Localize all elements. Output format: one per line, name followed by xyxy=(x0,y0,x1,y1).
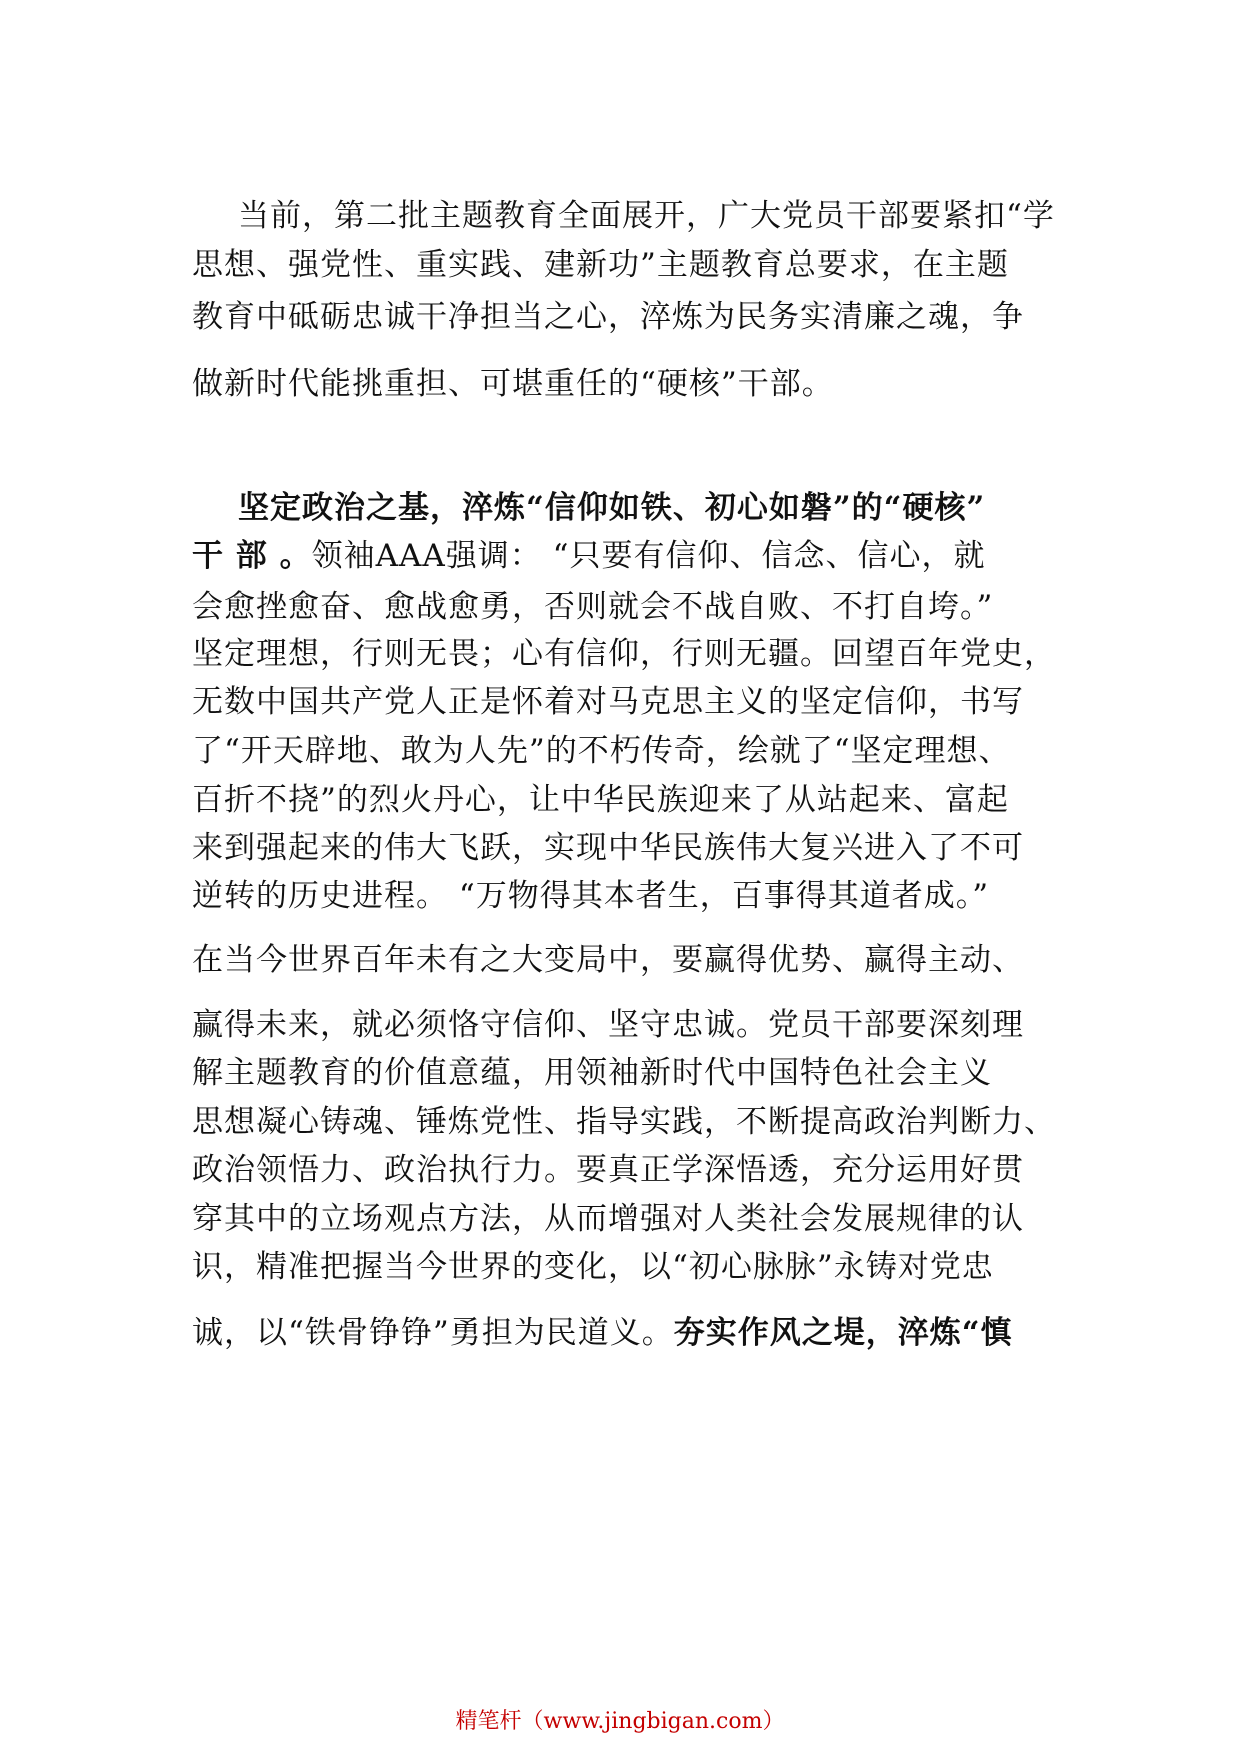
paragraph-2-line-10: 在当今世界百年未有之大变局中，要赢得优势、赢得主动、 xyxy=(192,942,1024,978)
paragraph-2-line-8: 来到强起来的伟大飞跃，实现中华民族伟大复兴进入了不可 xyxy=(192,830,1024,866)
paragraph-2-last-line-text: 诚，以“铁骨铮铮”勇担为民道义。 xyxy=(192,1315,674,1351)
paragraph-2-line-4: 坚定理想，行则无畏；心有信仰，行则无疆。回望百年党史， xyxy=(192,636,1056,672)
section-heading-line-2: 干 部 。 xyxy=(192,538,312,574)
paragraph-2-line-14: 政治领悟力、政治执行力。要真正学深悟透，充分运用好贯 xyxy=(192,1152,1024,1188)
next-section-heading: 夯实作风之堤，淬炼“慎 xyxy=(673,1315,1013,1351)
paragraph-2-line-7: 百折不挠”的烈火丹心，让中华民族迎来了从站起来、富起 xyxy=(192,782,1009,818)
paragraph-2-line-3: 会愈挫愈奋、愈战愈勇，否则就会不战自败、不打自垮。” xyxy=(192,589,994,625)
paragraph-2-line-11: 赢得未来，就必须恪守信仰、坚守忠诚。党员干部要深刻理 xyxy=(192,1007,1024,1043)
paragraph-2-line-13: 思想凝心铸魂、锤炼党性、指导实践，不断提高政治判断力、 xyxy=(192,1104,1056,1140)
paragraph-2-line-15: 穿其中的立场观点方法，从而增强对人类社会发展规律的认 xyxy=(192,1201,1024,1237)
section-heading-line-1: 坚定政治之基，淬炼“信仰如铁、初心如磐”的“硬核” xyxy=(238,490,986,526)
paragraph-2-line-16: 识，精准把握当今世界的变化，以“初心脉脉”永铸对党忠 xyxy=(192,1249,994,1285)
paragraph-2-line-2 xyxy=(192,536,985,576)
paragraph-2-line-6: 了“开天辟地、敢为人先”的不朽传奇，绘就了“坚定理想、 xyxy=(192,733,1011,769)
footer-source: 精笔杆（www.jingbigan.com） xyxy=(455,1709,785,1734)
paragraph-2-line-17 xyxy=(192,1313,1013,1353)
paragraph-1-line-1: 当前，第二批主题教育全面展开，广大党员干部要紧扣“学 xyxy=(238,198,1055,234)
paragraph-2-line-5: 无数中国共产党人正是怀着对马克思主义的坚定信仰，书写 xyxy=(192,684,1024,720)
paragraph-2-line-9: 逆转的历史进程。 “万物得其本者生，百事得其道者成。” xyxy=(192,878,990,914)
paragraph-1-line-4: 做新时代能挑重担、可堪重任的“硬核”干部。 xyxy=(192,366,834,402)
paragraph-1-line-2: 思想、强党性、重实践、建新功”主题教育总要求，在主题 xyxy=(192,247,1009,283)
paragraph-2-line-2-text: 领袖AAA强调： “只要有信仰、信念、信心，就 xyxy=(311,538,986,574)
paragraph-1-line-3: 教育中砥砺忠诚干净担当之心，淬炼为民务实清廉之魂，争 xyxy=(192,299,1024,335)
paragraph-2-line-12: 解主题教育的价值意蕴，用领袖新时代中国特色社会主义 xyxy=(192,1055,992,1091)
